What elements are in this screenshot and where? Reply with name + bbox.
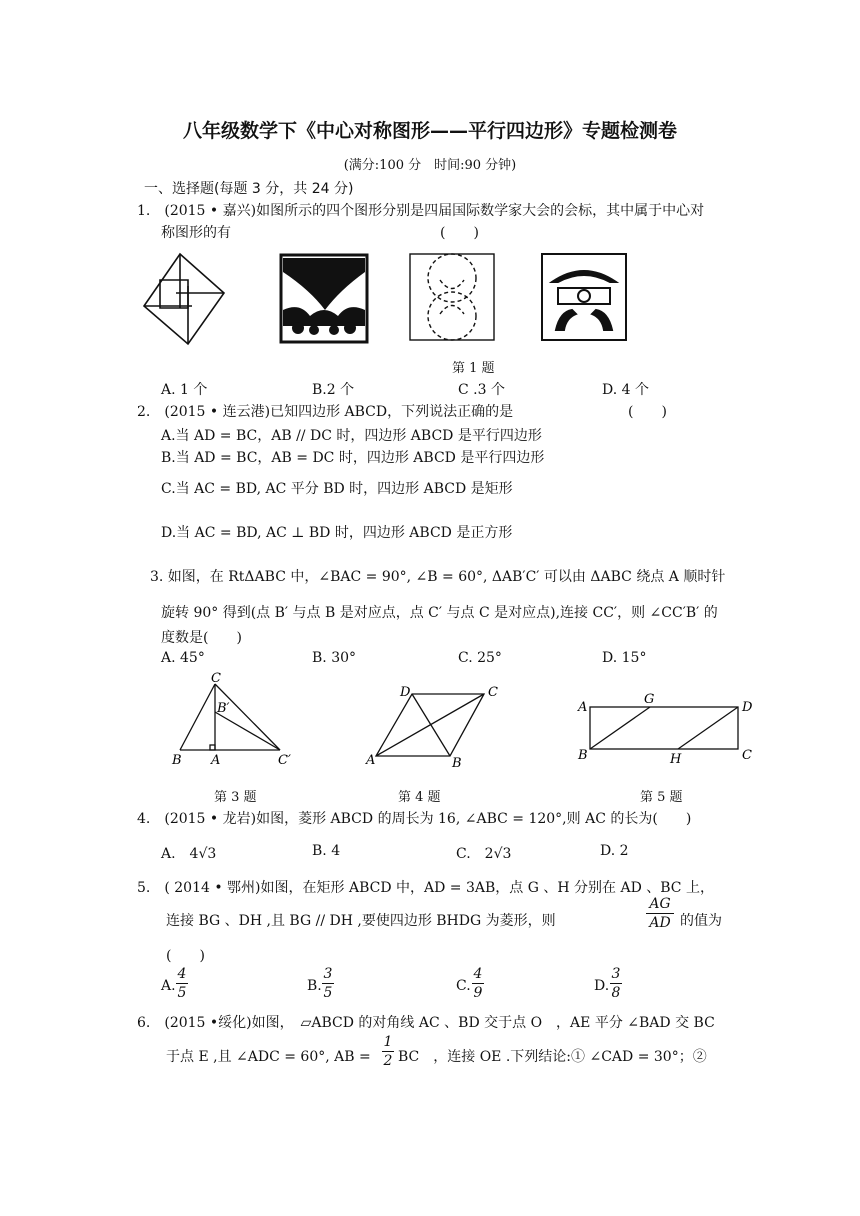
q3-line1: 3. 如图，在 RtΔABC 中，∠BAC = 90°, ∠B = 60°, ΔAB′C′ 可以由 ΔABC 绕点 A 顺时针	[150, 569, 726, 585]
q5-fraction-ag-ad	[646, 896, 674, 931]
logo-figure-3	[410, 254, 494, 340]
q2-option-b: B.当 AD = BC，AB = DC 时，四边形 ABCD 是平行四边形	[161, 450, 545, 466]
q2-bracket: ( )	[628, 404, 667, 420]
q5-frac-num: AG	[649, 896, 671, 912]
q5-a-den: 5	[177, 985, 187, 1001]
q1-figures	[140, 250, 640, 350]
q4-figure-caption: 第 4 题	[398, 790, 441, 805]
f3-label-b-prime: B′	[217, 701, 230, 716]
q5-option-d-label: D.	[594, 978, 610, 994]
q1-option-a: A. 1 个	[161, 382, 208, 398]
q1-option-d: D. 4 个	[602, 382, 649, 398]
f3-label-b: B	[172, 753, 182, 768]
q6-fraction-half	[382, 1034, 394, 1069]
q5-line2a: 连接 BG 、DH ,且 BG // DH ,要使四边形 BHDG 为菱形，则	[166, 913, 556, 929]
q3-option-c: C. 25°	[458, 650, 502, 666]
q5-option-a-frac	[176, 966, 188, 1001]
f3-label-a: A	[211, 753, 221, 768]
q6-line2a: 于点 E ,且 ∠ADC = 60°, AB =	[166, 1049, 371, 1065]
f3-label-c: C	[211, 671, 221, 686]
f5-label-g: G	[644, 692, 655, 707]
q5-option-b-label: B.	[307, 978, 322, 994]
q1-line2: 称图形的有	[161, 225, 231, 241]
q5-option-c-frac	[472, 966, 484, 1001]
q4-option-d: D. 2	[600, 843, 629, 859]
figure-4	[376, 694, 484, 756]
page-title: 八年级数学下《中心对称图形——平行四边形》专题检测卷	[182, 120, 677, 142]
q5-c-num: 4	[473, 966, 483, 982]
q4-option-c: C. 2√3	[456, 846, 512, 862]
q4-option-b: B. 4	[312, 843, 341, 859]
q5-figure-caption: 第 5 题	[640, 790, 683, 805]
q6-frac-den: 2	[383, 1053, 393, 1069]
q6-line2b: BC ，连接 OE .下列结论:① ∠CAD = 30°；②	[398, 1049, 707, 1065]
f4-label-c: C	[488, 685, 498, 700]
figure-3	[180, 684, 280, 750]
exam-info: (满分:100 分 时间:90 分钟)	[343, 158, 517, 173]
q5-b-den: 5	[323, 985, 333, 1001]
q3-option-b: B. 30°	[312, 650, 357, 666]
q2-stem: 2. (2015 • 连云港)已知四边形 ABCD，下列说法正确的是	[137, 404, 514, 420]
q5-option-b-frac	[322, 966, 334, 1001]
q1-option-c: C .3 个	[458, 382, 505, 398]
q3-line3: 度数是( )	[161, 630, 242, 646]
f5-label-d: D	[742, 700, 753, 715]
f5-label-a: A	[578, 700, 588, 715]
logo-figure-4	[542, 254, 626, 340]
q2-option-d: D.当 AC = BD, AC ⊥ BD 时，四边形 ABCD 是正方形	[161, 525, 513, 541]
q5-option-a-label: A.	[161, 978, 176, 994]
q1-caption: 第 1 题	[452, 361, 495, 376]
logo-figure-1	[144, 254, 224, 344]
q6-line1: 6. (2015 •绥化)如图， ▱ABCD 的对角线 AC 、BD 交于点 O ，AE 平分 ∠BAD 交 BC	[137, 1015, 715, 1031]
logo-figure-2	[281, 255, 367, 342]
q5-d-den: 8	[611, 985, 621, 1001]
f4-label-d: D	[400, 685, 411, 700]
f5-label-c: C	[742, 748, 752, 763]
q5-line2b: 的值为	[680, 913, 722, 929]
q5-d-num: 3	[611, 966, 621, 982]
f5-label-b: B	[578, 748, 588, 763]
q1-bracket: ( )	[440, 225, 479, 241]
q1-option-b: B.2 个	[312, 382, 355, 398]
f5-label-h: H	[670, 752, 682, 767]
q1-line1: 1. (2015 • 嘉兴)如图所示的四个图形分别是四届国际数学家大会的会标，其中属于中心对	[137, 203, 705, 219]
figure-5	[590, 707, 738, 749]
q5-b-num: 3	[323, 966, 333, 982]
q5-option-c-label: C.	[456, 978, 471, 994]
q5-a-num: 4	[177, 966, 187, 982]
q5-bracket: ( )	[166, 948, 205, 964]
q5-frac-den: AD	[649, 915, 671, 931]
section-heading: 一、选择题(每题 3 分，共 24 分)	[144, 181, 354, 197]
q2-option-a: A.当 AD = BC，AB // DC 时，四边形 ABCD 是平行四边形	[161, 428, 542, 444]
q6-frac-num: 1	[383, 1034, 393, 1050]
f4-label-b: B	[452, 756, 462, 771]
q3-option-a: A. 45°	[161, 650, 205, 666]
f4-label-a: A	[366, 753, 376, 768]
q5-option-d-frac	[610, 966, 622, 1001]
q3-figure-caption: 第 3 题	[214, 790, 257, 805]
f3-label-c-prime: C′	[278, 753, 291, 768]
q2-option-c: C.当 AC = BD, AC 平分 BD 时，四边形 ABCD 是矩形	[161, 481, 513, 497]
q3-option-d: D. 15°	[602, 650, 647, 666]
q5-line1: 5. ( 2014 • 鄂州)如图，在矩形 ABCD 中，AD = 3AB，点 G 、H 分别在 AD 、BC 上，	[137, 880, 714, 896]
q4-option-a: A. 4√3	[161, 846, 217, 862]
q5-c-den: 9	[473, 985, 483, 1001]
geometry-figures	[160, 670, 760, 775]
q4-stem: 4. (2015 • 龙岩)如图，菱形 ABCD 的周长为 16, ∠ABC = 120°,则 AC 的长为( )	[137, 811, 692, 827]
q3-line2: 旋转 90° 得到(点 B′ 与点 B 是对应点，点 C′ 与点 C 是对应点),连接 CC′，则 ∠CC′B′ 的	[161, 605, 718, 621]
